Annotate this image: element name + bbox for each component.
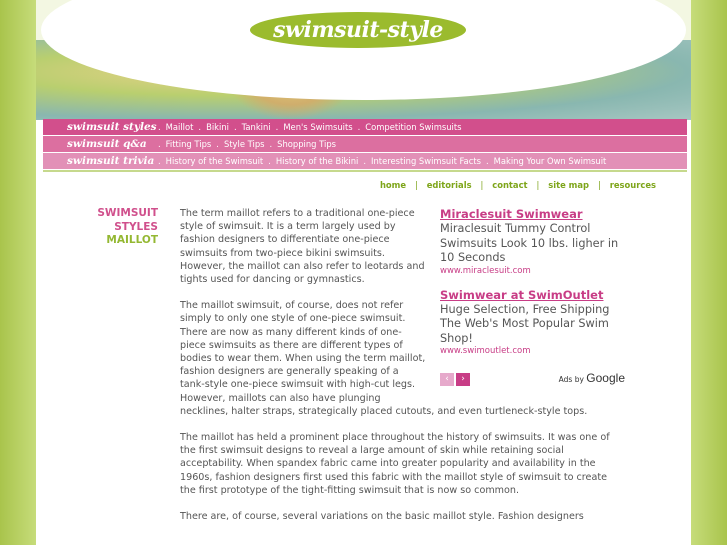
nav-separator: . bbox=[485, 156, 489, 166]
ads-by-google[interactable] bbox=[559, 372, 625, 386]
ads-by-label: Ads by bbox=[558, 375, 584, 384]
util-link-resources[interactable]: resources bbox=[609, 180, 656, 190]
nav-row-styles bbox=[43, 119, 687, 135]
ad-description: Miraclesuit Tummy Control Swimsuits Look 10 lbs. ligher in 10 Seconds bbox=[440, 222, 619, 264]
page-container bbox=[36, 0, 691, 545]
nav-item-bikini[interactable]: Bikini bbox=[206, 122, 229, 132]
nav-separator: . bbox=[233, 122, 237, 132]
util-separator: | bbox=[480, 180, 484, 190]
nav-title-qa[interactable]: swimsuit q&a bbox=[67, 138, 147, 150]
nav-separator: . bbox=[158, 139, 161, 149]
nav-item-making-swimsuit[interactable]: Making Your Own Swimsuit bbox=[493, 156, 607, 166]
nav-item-history-swimsuit[interactable]: History of the Swimsuit bbox=[165, 156, 264, 166]
nav-title-trivia[interactable]: swimsuit trivia bbox=[67, 155, 155, 167]
nav-separator: . bbox=[363, 156, 367, 166]
logo-text: swimsuit-style bbox=[273, 17, 443, 43]
article-paragraph: The term maillot refers to a traditional one-piece style of swimsuit. It is a term largely used by fashion designers to differentiate one-piece swimsuits from two-piece bikini swimsuits. However, the maillot can also refer to leotards and tights used for dancing or gymnastics. bbox=[180, 208, 425, 286]
right-border-background bbox=[691, 0, 727, 545]
nav-separator: . bbox=[158, 122, 161, 132]
site-logo[interactable] bbox=[250, 12, 466, 48]
nav-item-maillot[interactable]: Maillot bbox=[165, 122, 194, 132]
article-paragraph: There are, of course, several variations on the basic maillot style. Fashion designers bbox=[180, 511, 584, 523]
article-paragraph: The maillot swimsuit, of course, does not refer simply to only one style of one-piece swimsuit. There are now as many different kinds of one-piece swimsuits as there are different types of bodies to wear them. When using the term maillot, fashion designers are generally speaking of a tank-style one-piece swimsuit with high-cut legs. However, maillots can also have plunging necklines, halter straps, strategically placed cutouts, and even turtleneck-style tops. bbox=[180, 300, 588, 417]
nav-item-history-bikini[interactable]: History of the Bikini bbox=[275, 156, 359, 166]
article-body bbox=[180, 207, 625, 536]
nav-item-mens-swimsuits[interactable]: Men's Swimsuits bbox=[283, 122, 353, 132]
utility-links bbox=[380, 180, 656, 190]
left-border-background bbox=[0, 0, 36, 545]
nav-item-style-tips[interactable]: Style Tips bbox=[223, 139, 265, 149]
header bbox=[36, 0, 691, 120]
nav-item-swimsuit-facts[interactable]: Interesting Swimsuit Facts bbox=[371, 156, 481, 166]
chevron-right-icon[interactable]: › bbox=[456, 373, 470, 386]
section-category-line2: STYLES bbox=[114, 220, 158, 233]
google-logo: Google bbox=[586, 371, 625, 385]
util-separator: | bbox=[415, 180, 418, 190]
nav-separator: . bbox=[198, 122, 202, 132]
ad-url[interactable]: www.miraclesuit.com bbox=[440, 265, 531, 276]
util-link-home[interactable]: home bbox=[379, 180, 407, 190]
nav-row-qa bbox=[43, 136, 687, 152]
nav-separator: . bbox=[269, 139, 273, 149]
util-link-editorials[interactable]: editorials bbox=[426, 180, 472, 190]
ad-url[interactable]: www.swimoutlet.com bbox=[440, 346, 531, 356]
ad-item bbox=[440, 288, 625, 358]
ad-panel bbox=[440, 207, 625, 392]
section-category-line1: SWIMSUIT bbox=[97, 207, 158, 219]
nav-item-fitting-tips[interactable]: Fitting Tips bbox=[165, 139, 212, 149]
nav-divider bbox=[43, 170, 687, 172]
nav-separator: . bbox=[275, 122, 279, 132]
ad-title-link[interactable]: Miraclesuit Swimwear bbox=[440, 207, 583, 221]
nav-separator: . bbox=[357, 122, 361, 132]
nav-row-trivia bbox=[43, 153, 687, 169]
nav-item-competition-swimsuits[interactable]: Competition Swimsuits bbox=[365, 122, 462, 132]
ad-pager bbox=[440, 373, 470, 386]
util-separator: | bbox=[536, 180, 540, 190]
nav-separator: . bbox=[158, 156, 161, 166]
util-link-contact[interactable]: contact bbox=[492, 180, 528, 190]
article-paragraph: The maillot has held a prominent place throughout the history of swimsuits. It was one of the first swimsuit designs to reveal a large amount of skin while retaining social acceptability. When spandex fabric came into greater popularity and availability in the 1960s, fashion designers first used this fabric with the maillot style of swimsuit to create the first prototype of the tight-fitting swimsuit that is now so common. bbox=[180, 432, 610, 496]
util-link-site-map[interactable]: site map bbox=[548, 180, 590, 190]
chevron-left-icon[interactable]: ‹ bbox=[440, 373, 454, 386]
nav-item-shopping-tips[interactable]: Shopping Tips bbox=[277, 139, 337, 149]
ad-title-link[interactable]: Swimwear at SwimOutlet bbox=[440, 287, 604, 302]
nav-separator: . bbox=[216, 139, 219, 149]
section-subcategory: MAILLOT bbox=[106, 234, 158, 246]
util-separator: | bbox=[597, 180, 601, 190]
nav-title-styles[interactable]: swimsuit styles bbox=[67, 121, 157, 133]
ad-description: Huge Selection, Free Shipping The Web's Most Popular Swim Shop! bbox=[440, 302, 610, 345]
nav-item-tankini[interactable]: Tankini bbox=[241, 122, 271, 132]
section-heading bbox=[56, 207, 158, 248]
nav-separator: . bbox=[268, 156, 271, 166]
ad-item bbox=[440, 207, 625, 277]
